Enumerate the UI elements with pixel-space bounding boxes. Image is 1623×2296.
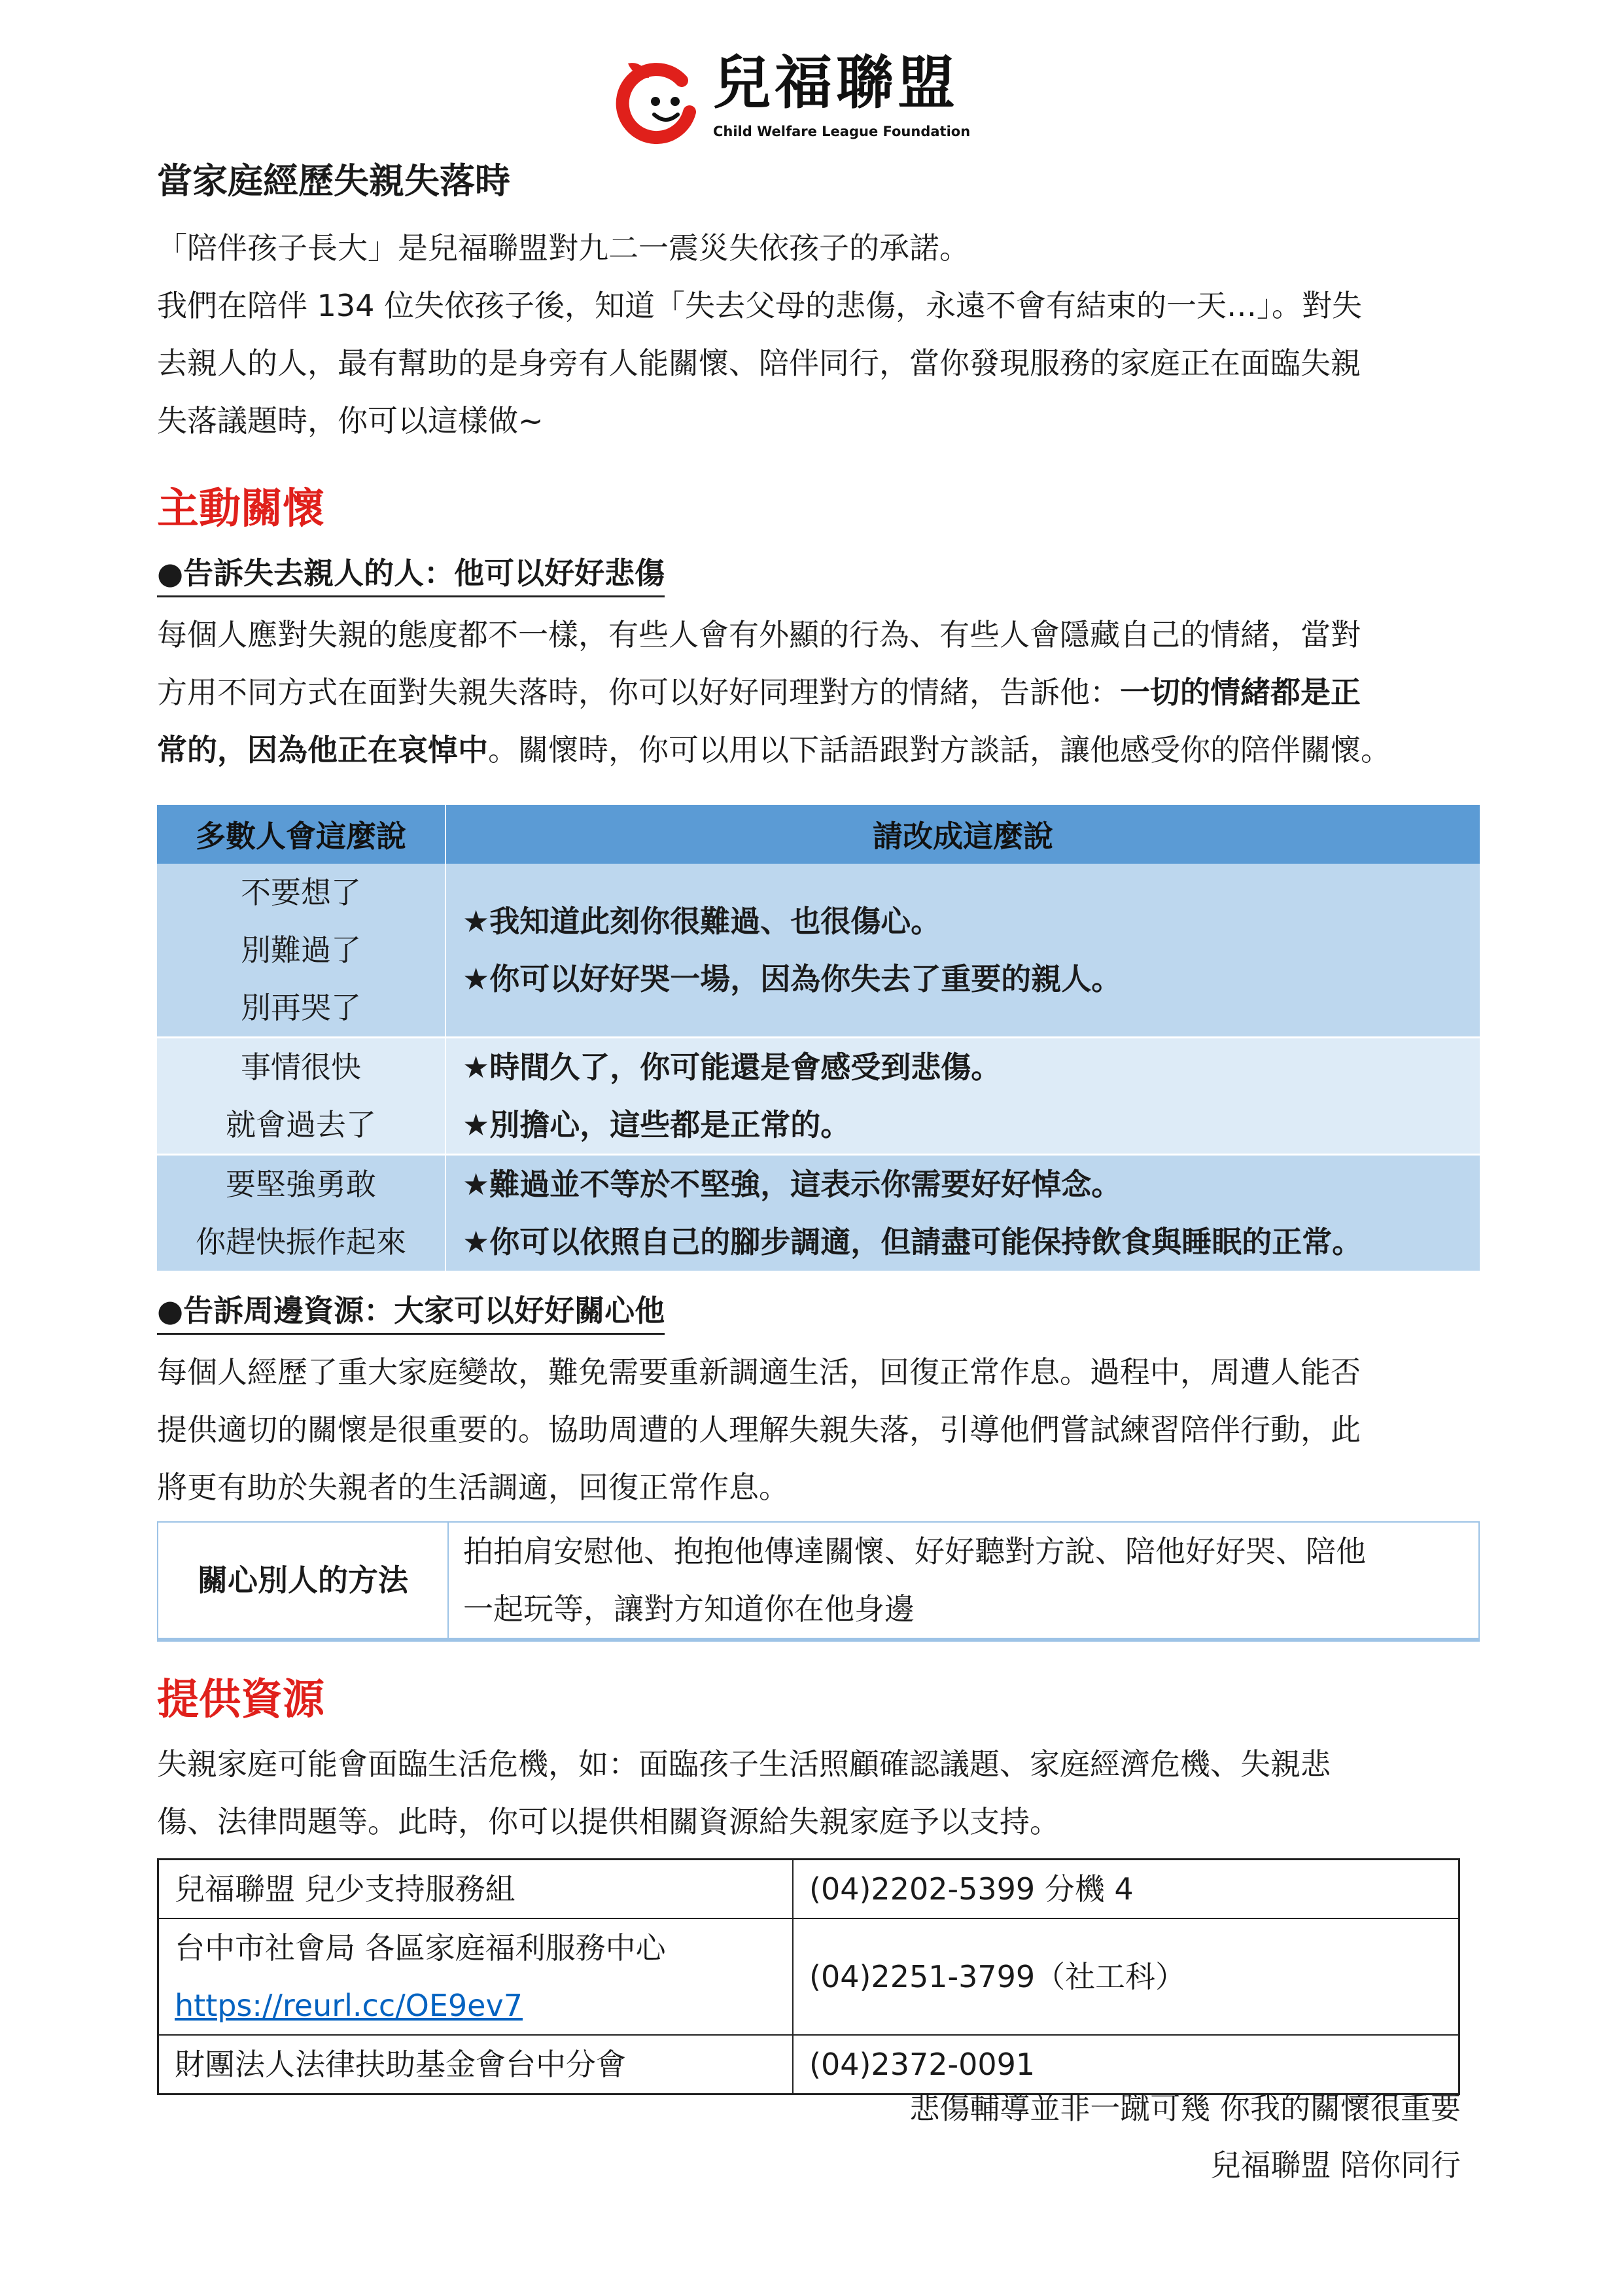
- paragraph-line: 每個人經歷了重大家庭變故，難免需要重新調適生活，回復正常作息。過程中，周遭人能否: [157, 1354, 1361, 1390]
- table-row: [158, 1860, 1459, 1919]
- paragraph-line: 傷、法律問題等。此時，你可以提供相關資源給失親家庭予以支持。: [157, 1804, 1060, 1839]
- say-line: 別難過了: [241, 932, 361, 968]
- instead-line: ★我知道此刻你很難過、也很傷心。: [462, 904, 941, 939]
- paragraph-line: 提供適切的關懷是很重要的。協助周遭的人理解失親失落，引導他們嘗試練習陪伴行動，此: [157, 1412, 1361, 1447]
- resources-paragraph: [157, 1735, 1465, 1850]
- say-line: 別再哭了: [241, 990, 361, 1025]
- care-methods-table: [157, 1521, 1480, 1642]
- resource-org-cell: [158, 1918, 794, 2035]
- intro-paragraph-2: [157, 277, 1465, 450]
- say-line: 就會過去了: [226, 1107, 376, 1142]
- care-methods-line: 拍拍肩安慰他、抱抱他傳達關懷、好好聽對方說、陪他好好哭、陪他: [463, 1534, 1366, 1569]
- table-row: [158, 1918, 1459, 2035]
- resource-phone: (04)2202-5399 分機 4: [793, 1860, 1459, 1919]
- care-methods-text: [448, 1522, 1479, 1640]
- resource-link[interactable]: https://reurl.cc/OE9ev7: [175, 1988, 523, 2023]
- paragraph-line: 失親家庭可能會面臨生活危機，如：面臨孩子生活照顧確認議題、家庭經濟危機、失親悲: [157, 1746, 1331, 1782]
- intro-line: 失落議題時，你可以這樣做~: [157, 403, 544, 438]
- care-methods-label: 關心別人的方法: [158, 1522, 448, 1640]
- care-line-1: 每個人應對失親的態度都不一樣，有些人會有外顯的行為、有些人會隱藏自己的情緒，當對: [157, 617, 1361, 652]
- resource-org: 台中市社會局 各區家庭福利服務中心: [175, 1930, 666, 1966]
- care-methods-line: 一起玩等，讓對方知道你在他身邊: [463, 1591, 915, 1627]
- instead-line: ★你可以依照自己的腳步調適，但請盡可能保持飲食與睡眠的正常。: [462, 1224, 1363, 1260]
- instead-line: ★別擔心，這些都是正常的。: [462, 1107, 851, 1142]
- closing-line-1: 悲傷輔導並非一蹴可幾 你我的關懷很重要: [909, 2091, 1461, 2126]
- page-title: 當家庭經歷失親失落時: [157, 160, 510, 202]
- section-heading-resources: 提供資源: [157, 1676, 324, 1724]
- table-row: [157, 1155, 1480, 1271]
- table-row: [157, 1038, 1480, 1155]
- phrases-table: [157, 805, 1480, 1271]
- resource-org: 兒福聯盟 兒少支持服務組: [158, 1860, 794, 1919]
- logo-name-en: Child Welfare League Foundation: [713, 124, 971, 139]
- intro-line: 「陪伴孩子長大」是兒福聯盟對九二一震災失依孩子的承諾。: [157, 230, 969, 266]
- care-line-2-text: 方用不同方式在面對失親失落時，你可以好好同理對方的情緒，告訴他：: [157, 675, 1120, 710]
- say-line: 事情很快: [241, 1050, 361, 1085]
- table-cell-say: [157, 1155, 445, 1271]
- logo-icon: [608, 49, 707, 147]
- closing-line-2: 兒福聯盟 陪你同行: [1210, 2147, 1461, 2183]
- table-header-say: 多數人會這麼說: [157, 805, 445, 864]
- resources-people-paragraph: [157, 1343, 1465, 1516]
- say-line: 不要想了: [241, 875, 361, 910]
- intro-line: 去親人的人，最有幫助的是身旁有人能關懷、陪伴同行，當你發現服務的家庭正在面臨失親: [157, 345, 1361, 381]
- table-cell-say: [157, 1038, 445, 1155]
- care-line-2: [157, 663, 1465, 721]
- say-line: 你趕快振作起來: [196, 1224, 406, 1260]
- table-row: [158, 1522, 1479, 1640]
- resource-phone: (04)2251-3799（社工科）: [793, 1918, 1459, 2035]
- logo: [608, 49, 971, 147]
- instead-line: ★你可以好好哭一場，因為你失去了重要的親人。: [462, 961, 1122, 997]
- care-emphasis: 一切的情緒都是正: [1120, 675, 1361, 710]
- table-cell-instead: [445, 1038, 1480, 1155]
- table-header-instead: 請改成這麼說: [445, 805, 1480, 864]
- logo-name-zh: 兒福聯盟: [713, 49, 960, 116]
- resources-table: [157, 1858, 1460, 2095]
- care-line-3-text: 。關懷時，你可以用以下話語跟對方談話，讓他感受你的陪伴關懷。: [488, 732, 1391, 768]
- table-row: [157, 864, 1480, 1038]
- say-line: 要堅強勇敢: [226, 1167, 376, 1202]
- bullet-heading-grieve: ●告訴失去親人的人：他可以好好悲傷: [157, 555, 665, 597]
- instead-line: ★時間久了，你可能還是會感受到悲傷。: [462, 1050, 1002, 1085]
- care-line-3: [157, 721, 1465, 779]
- table-cell-instead: [445, 1155, 1480, 1271]
- intro-paragraph-1: [157, 219, 1465, 277]
- bullet-heading-resources: ●告訴周邊資源：大家可以好好關心他: [157, 1292, 665, 1335]
- intro-line: 我們在陪伴 134 位失依孩子後，知道「失去父母的悲傷，永遠不會有結束的一天…」。對失: [157, 288, 1363, 323]
- table-row: [158, 2035, 1459, 2094]
- section-heading-care: 主動關懷: [157, 485, 324, 533]
- paragraph-line: 將更有助於失親者的生活調適，回復正常作息。: [157, 1470, 789, 1505]
- care-emphasis: 常的，因為他正在哀悼中: [157, 732, 488, 768]
- instead-line: ★難過並不等於不堅強，這表示你需要好好悼念。: [462, 1167, 1122, 1202]
- table-cell-say: [157, 864, 445, 1038]
- resource-phone: (04)2372-0091: [793, 2035, 1459, 2094]
- resource-org: 財團法人法律扶助基金會台中分會: [158, 2035, 794, 2094]
- table-header-row: [157, 805, 1480, 864]
- table-cell-instead: [445, 864, 1480, 1038]
- care-paragraph: [157, 606, 1465, 779]
